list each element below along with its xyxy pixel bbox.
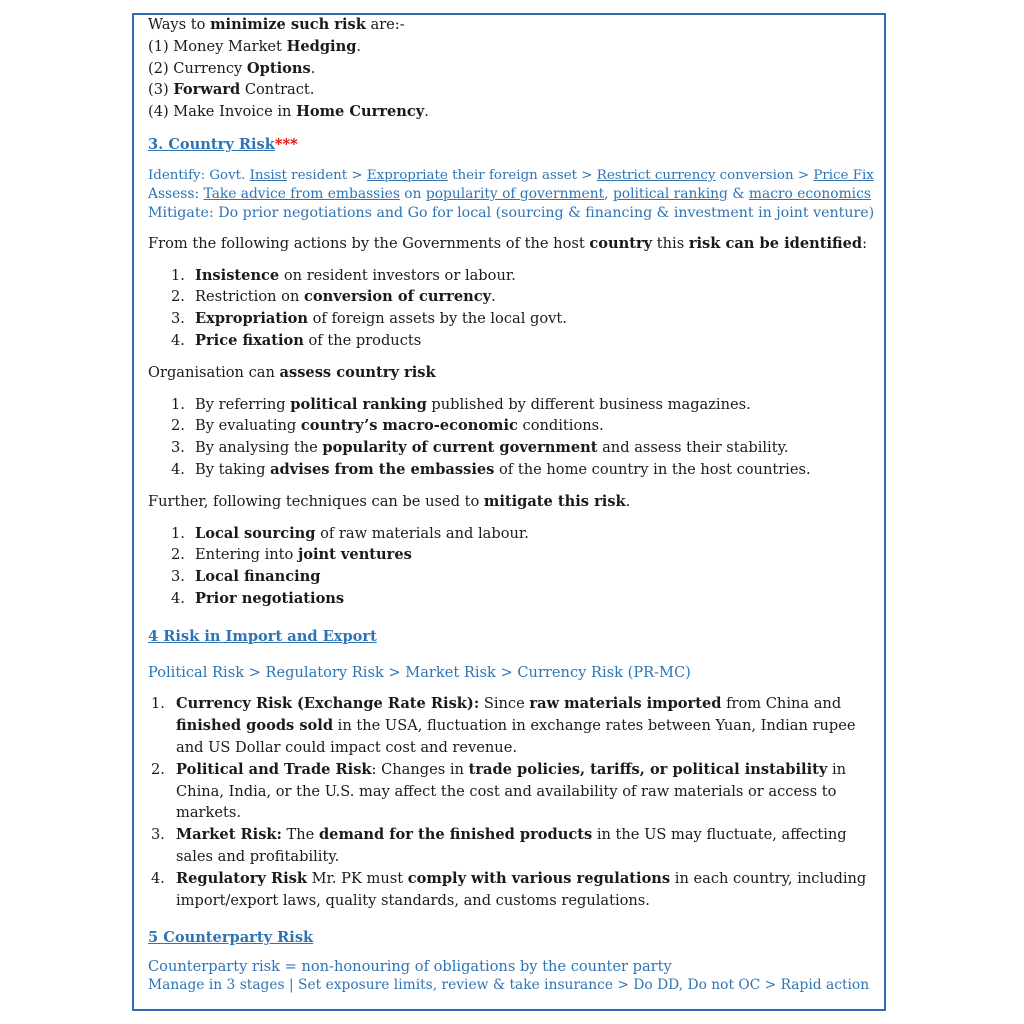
list-number: 3. [171, 568, 185, 586]
ways-intro [148, 14, 878, 36]
assess-intro [148, 362, 878, 384]
text: Assess: [148, 185, 204, 202]
text-bold: conversion of currency [303, 288, 492, 306]
text-bold: joint ventures [297, 546, 412, 564]
text-bold: Local sourcing [195, 524, 316, 542]
text-bold: advises from the embassies [270, 460, 495, 478]
import-export-list [148, 693, 878, 911]
text-underlined: Restrict currency [596, 167, 716, 183]
counterparty-management: Manage in 3 stages | Set exposure limits, review & take insurance > Do DD, Do not OC > Rapid action [148, 977, 870, 994]
text: (4) Make Invoice in [148, 103, 297, 121]
list-item [148, 286, 878, 308]
document-page [148, 14, 878, 995]
text: of raw materials and labour. [315, 524, 529, 542]
text: From the following actions by the Governments of the host [148, 234, 590, 252]
list-number: 1. [171, 266, 185, 284]
list-number: 4. [171, 589, 185, 607]
text: published by different business magazines. [426, 395, 751, 413]
text: Ways to [148, 16, 211, 33]
text-bold: Forward [173, 81, 241, 99]
text-bold: Options [246, 59, 311, 77]
country-risk-heading [148, 134, 878, 156]
identify-list [148, 265, 878, 352]
mitigate-line: Mitigate: Do prior negotiations and Go for local (sourcing & financing & investment in joint venture) [148, 204, 875, 221]
text: Organisation can [148, 363, 280, 381]
list-item [148, 330, 878, 352]
text-bold: comply with various regulations [407, 869, 671, 887]
text-bold: Insistence [195, 266, 280, 284]
text-bold: Expropriation [195, 310, 308, 328]
text: Mr. PK must [306, 869, 408, 887]
section-heading: 4 Risk in Import and Export [148, 627, 377, 645]
identify-intro [148, 233, 878, 255]
counterparty-heading [148, 927, 878, 949]
text: Identify: Govt. [148, 167, 250, 183]
list-number: 1. [151, 695, 165, 713]
list-number: 2. [171, 417, 185, 435]
list-item [148, 868, 878, 912]
text: (3) [148, 81, 174, 99]
text: on resident investors or labour. [279, 266, 516, 284]
text: . [356, 37, 362, 55]
text-bold: risk can be identified [688, 234, 863, 252]
text: this [652, 234, 689, 252]
text-bold: country’s macro-economic [300, 417, 518, 435]
text: resident > [286, 167, 367, 183]
text: , [604, 185, 613, 202]
mitigate-list [148, 523, 878, 610]
text: The [281, 826, 319, 844]
list-number: 2. [151, 760, 165, 778]
text-bold: assess country risk [279, 363, 436, 381]
text: By referring [195, 395, 291, 413]
assess-list [148, 394, 878, 481]
list-item [148, 308, 878, 330]
text-bold: Local financing [195, 568, 321, 586]
text: Entering into [195, 546, 298, 564]
list-item [148, 824, 878, 868]
import-export-heading [148, 626, 878, 648]
section-heading: 3. Country Risk [148, 135, 275, 153]
text: conversion > [715, 167, 814, 183]
text: Further, following techniques can be used to [148, 492, 484, 510]
text: . [625, 492, 631, 510]
list-item [148, 523, 878, 545]
list-item [148, 459, 878, 481]
text-bold: Price fixation [195, 331, 304, 349]
list-number: 4. [171, 331, 185, 349]
text: Restriction on [195, 288, 304, 306]
list-item [148, 437, 878, 459]
text-bold: minimize such risk [210, 16, 366, 33]
text: of the products [303, 331, 422, 349]
text-bold: Home Currency [296, 103, 425, 121]
text: in each country, including import/export laws, quality standards, and customs regulations. [176, 869, 867, 909]
list-number: 4. [151, 869, 165, 887]
text-bold: Regulatory Risk [176, 869, 307, 887]
text: on [399, 185, 426, 202]
text-bold: Market Risk: [176, 826, 282, 844]
text-bold: finished goods sold [176, 717, 334, 735]
text: . [491, 288, 496, 306]
text-bold: popularity of current government [322, 439, 598, 457]
text-underlined: Expropriate [366, 167, 448, 183]
text: in China, India, or the U.S. may affect the cost and availability of raw materials or access to markets. [176, 760, 847, 822]
text: : [862, 234, 868, 252]
text: and assess their stability. [597, 439, 789, 457]
text: conditions. [517, 417, 604, 435]
text: . [424, 103, 429, 121]
text-bold: mitigate this risk [483, 492, 626, 510]
text-bold: demand for the finished products [318, 826, 593, 844]
ways-item [148, 101, 878, 123]
text-bold: Hedging [286, 37, 357, 55]
list-number: 2. [171, 288, 185, 306]
text: By analysing the [195, 439, 323, 457]
list-item [148, 566, 878, 588]
list-item [148, 693, 878, 758]
text: By taking [195, 460, 271, 478]
text: : Changes in [371, 760, 469, 778]
text: their foreign asset > [447, 167, 597, 183]
list-number: 3. [171, 439, 185, 457]
text: in the USA, fluctuation in exchange rates between Yuan, Indian rupee and US Dollar could impact cost and revenue. [176, 717, 856, 756]
list-number: 2. [171, 546, 185, 564]
import-export-summary: Political Risk > Regulatory Risk > Market Risk > Currency Risk (PR-MC) [148, 663, 691, 681]
text: in the US may fluctuate, affecting sales and profitability. [176, 826, 847, 865]
text-bold: trade policies, tariffs, or political instability [468, 760, 828, 778]
text: of the home country in the host countries. [494, 460, 811, 478]
counterparty-definition: Counterparty risk = non-honouring of obligations by the counter party [148, 958, 672, 976]
mitigate-intro [148, 491, 878, 513]
text: (1) Money Market [148, 37, 287, 55]
list-item [148, 588, 878, 610]
text-underlined: popularity of government [425, 185, 605, 202]
text-bold: political ranking [290, 395, 427, 413]
list-item [148, 394, 878, 416]
list-item [148, 759, 878, 824]
text: of foreign assets by the local govt. [307, 310, 567, 328]
ways-item [148, 79, 878, 101]
ways-item [148, 58, 878, 80]
text-bold: Prior negotiations [195, 589, 345, 607]
text: from China and [721, 695, 842, 713]
list-number: 4. [171, 460, 185, 478]
list-item [148, 415, 878, 437]
country-summary [148, 166, 878, 223]
importance-stars: *** [274, 135, 298, 153]
text-bold: Political and Trade Risk [176, 760, 372, 778]
ways-item [148, 36, 878, 58]
text-bold: country [589, 234, 653, 252]
list-item [148, 265, 878, 287]
list-item [148, 544, 878, 566]
assess-line [148, 185, 878, 204]
text: Contract. [240, 81, 315, 99]
text-underlined: Price Fix [813, 167, 874, 183]
text: Since [479, 695, 530, 713]
ways-section [148, 14, 878, 123]
list-number: 3. [151, 826, 165, 844]
text-underlined: Insist [249, 167, 287, 183]
text-underlined: Take advice from embassies [203, 185, 400, 202]
text: . [310, 59, 316, 77]
list-number: 3. [171, 310, 185, 328]
text: & [727, 185, 749, 202]
text-bold: raw materials imported [529, 695, 722, 713]
section-heading: 5 Counterparty Risk [148, 929, 314, 947]
text: are:- [365, 16, 405, 33]
text-bold: Currency Risk (Exchange Rate Risk): [176, 695, 480, 713]
list-number: 1. [171, 524, 185, 542]
text: (2) Currency [148, 59, 247, 77]
text-underlined: political ranking [612, 185, 728, 202]
counterparty-summary [148, 957, 878, 995]
text-underlined: macro economics [748, 185, 871, 202]
identify-line [148, 166, 878, 185]
list-number: 1. [171, 395, 185, 413]
text: By evaluating [195, 417, 301, 435]
